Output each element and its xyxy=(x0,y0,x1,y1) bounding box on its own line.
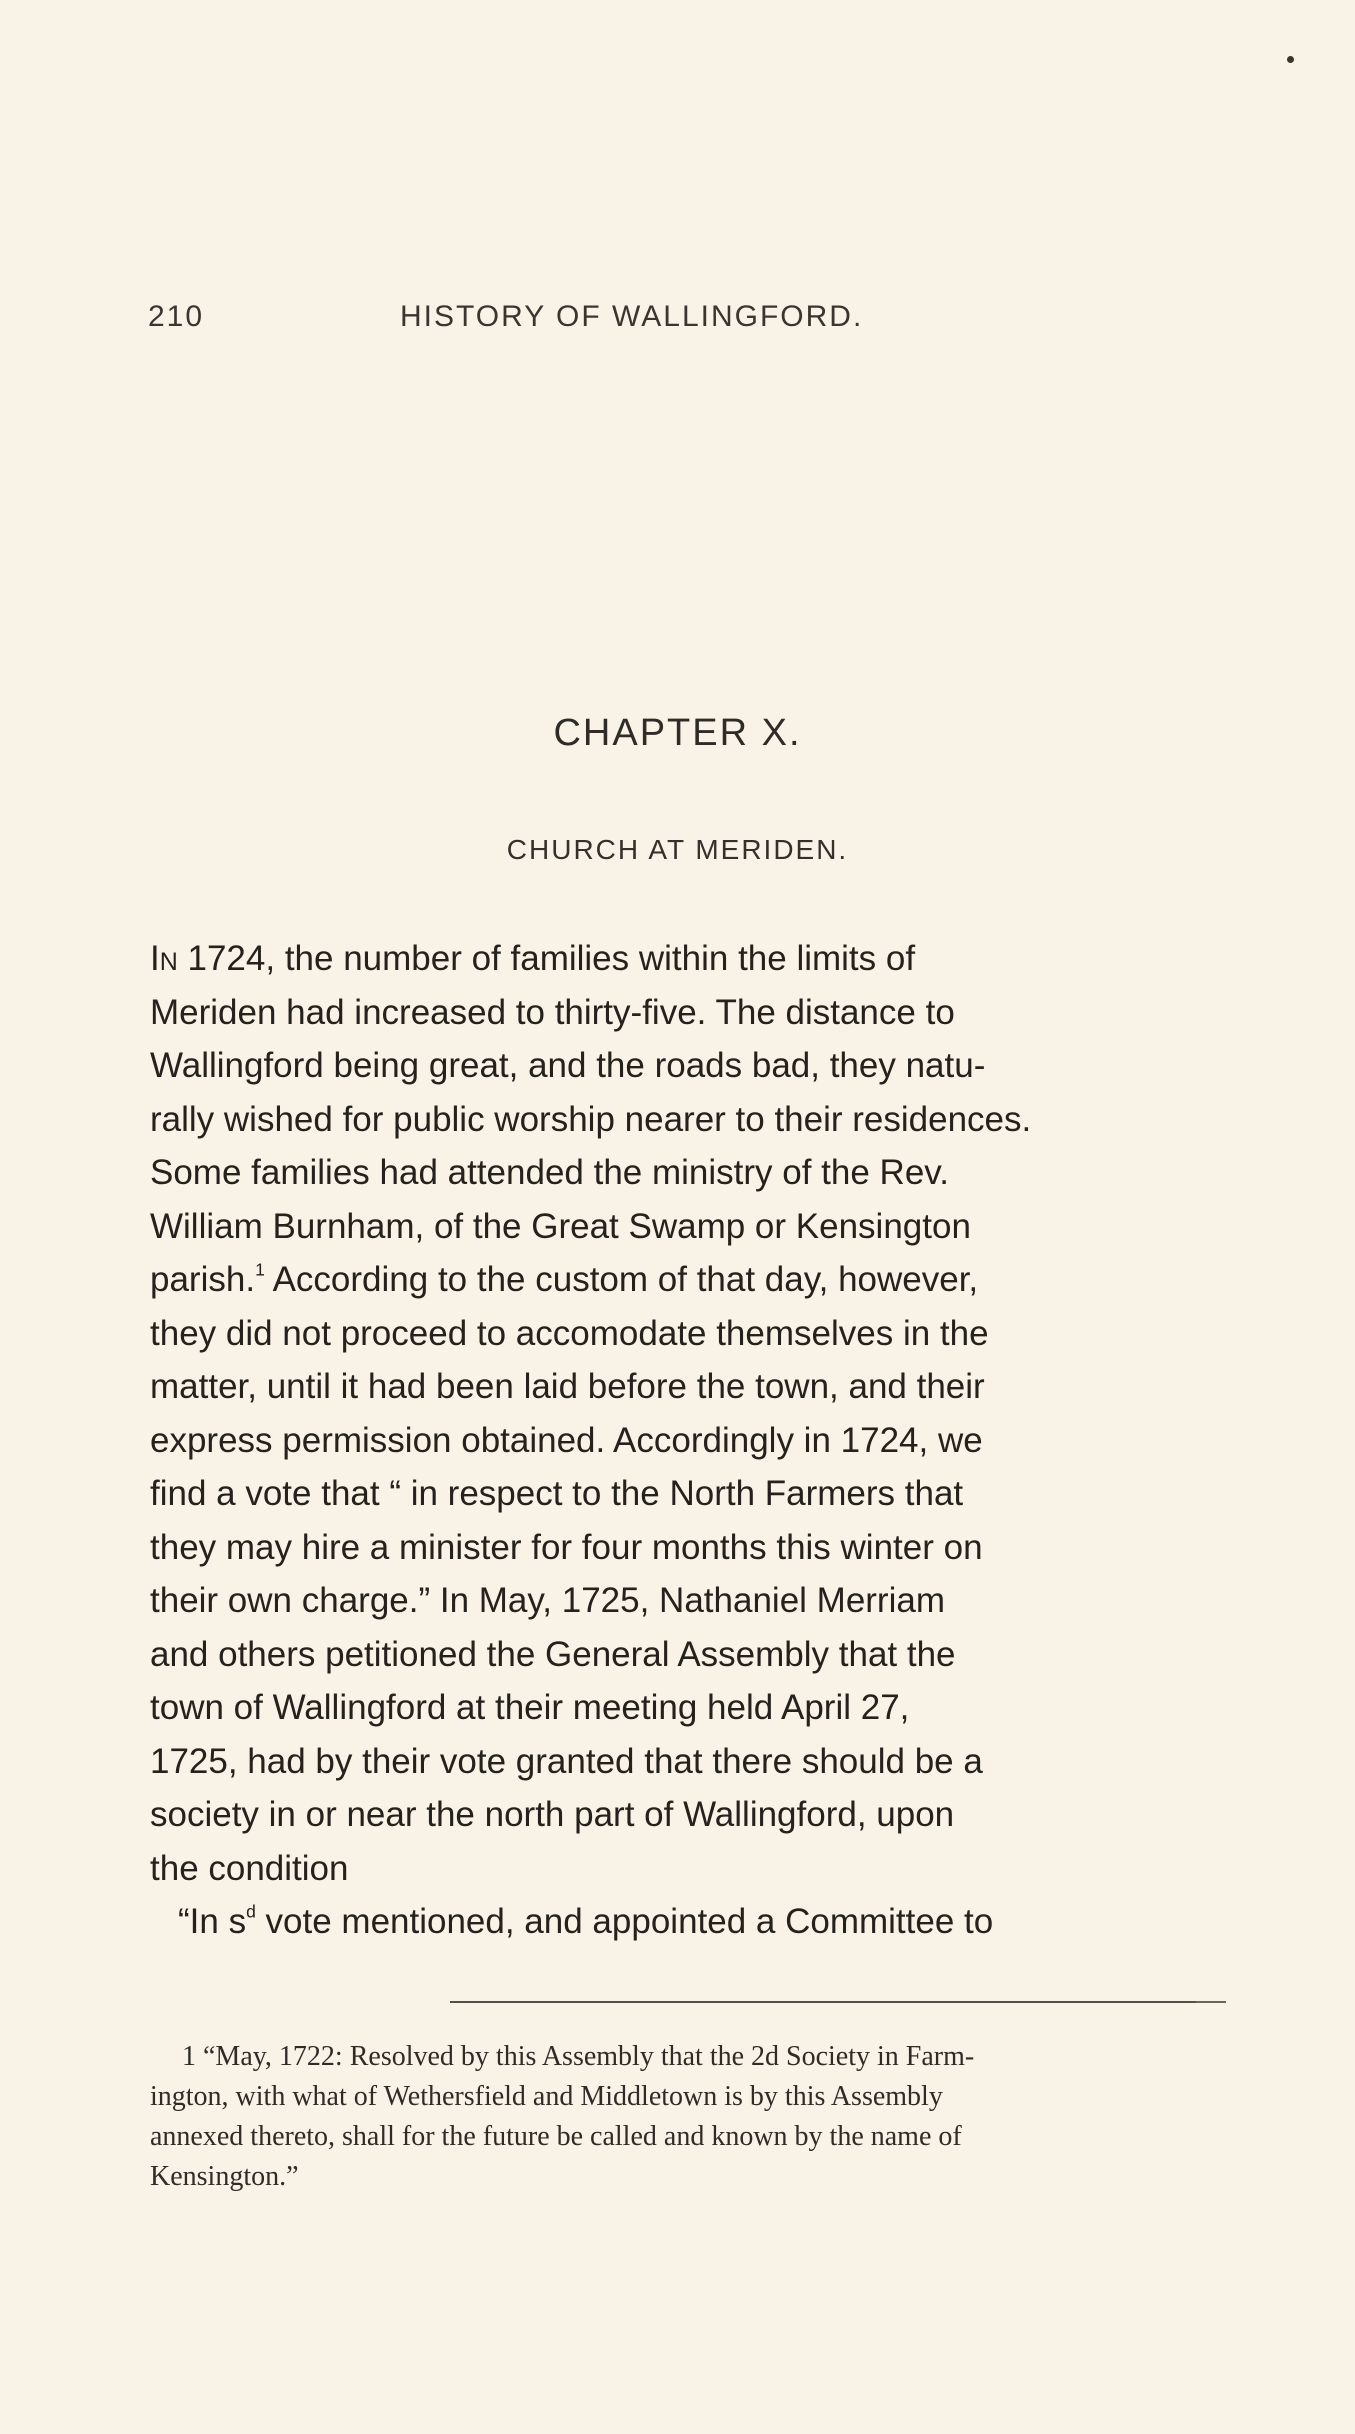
body-line: they may hire a minister for four months this winter on xyxy=(150,1527,983,1567)
body-text-segment xyxy=(178,1895,993,1949)
body-line: Meriden had increased to thirty-five. The distance to xyxy=(150,992,955,1032)
body-line: they did not proceed to accomodate themselves in the xyxy=(150,1313,989,1353)
footnote-marker: 1 xyxy=(182,2041,196,2072)
footnote-text-segment xyxy=(182,2037,974,2077)
body-line xyxy=(150,1253,1220,1307)
footnote-divider-tail xyxy=(1196,2001,1226,2003)
body-line: matter, until it had been laid before the town, and their xyxy=(150,1367,985,1406)
body-line: William Burnham, of the Great Swamp or Kensington xyxy=(150,1206,971,1246)
body-line: find a vote that “ in respect to the North Farmers that xyxy=(150,1474,964,1513)
page-number: 210 xyxy=(148,300,205,333)
body-line: Some families had attended the ministry of the Rev. xyxy=(150,1153,949,1192)
running-head-title: HISTORY OF WALLINGFORD. xyxy=(400,300,864,333)
body-line: Wallingford being great, and the roads bad, they natu- xyxy=(150,1046,986,1085)
line-text: parish. xyxy=(150,1260,256,1299)
body-line: and others petitioned the General Assembly that the xyxy=(150,1634,956,1674)
body-paragraph xyxy=(150,932,1220,1949)
body-text-segment xyxy=(150,932,915,986)
footnote-text: “May, 1722: Resolved by this Assembly that the 2d Society in Farm- xyxy=(196,2041,975,2072)
footnote-line: annexed thereto, shall for the future be called and known by the name of xyxy=(150,2121,962,2152)
footnote-line: ington, with what of Wethersfield and Middletown is by this Assembly xyxy=(150,2081,943,2112)
ink-speck xyxy=(1287,56,1294,63)
body-line: the condition xyxy=(150,1848,349,1888)
body-line: rally wished for public worship nearer to their residences. xyxy=(150,1099,1032,1139)
body-line xyxy=(150,932,1220,986)
body-line: express permission obtained. Accordingly in 1724, we xyxy=(150,1420,983,1460)
chapter-subtitle: CHURCH AT MERIDEN. xyxy=(506,834,849,865)
line-text: According to the custom of that day, however, xyxy=(264,1260,979,1299)
quote-text: “In s xyxy=(178,1902,247,1941)
body-line: 1725, had by their vote granted that there should be a xyxy=(150,1741,983,1781)
quote-line xyxy=(150,1895,1220,1949)
quote-text: vote mentioned, and appointed a Committee to xyxy=(255,1902,994,1941)
body-text-segment xyxy=(150,1253,978,1307)
footnote-reference[interactable]: 1 xyxy=(255,1259,265,1280)
chapter-title: CHAPTER X. xyxy=(553,712,802,754)
running-head xyxy=(148,300,1230,350)
line-text: 1724, the number of families within the limits of xyxy=(177,939,916,978)
body-line: their own charge.” In May, 1725, Nathaniel Merriam xyxy=(150,1581,945,1620)
body-line: town of Wallingford at their meeting held April 27, xyxy=(150,1688,910,1727)
footnote-line xyxy=(150,2037,1225,2077)
opening-smallcaps: In xyxy=(150,939,178,978)
body-line: society in or near the north part of Wallingford, upon xyxy=(150,1795,955,1834)
footnote-line: Kensington.” xyxy=(150,2161,299,2192)
footnote-divider xyxy=(450,2001,1196,2003)
footnote xyxy=(150,2037,1225,2197)
superscript: d xyxy=(246,1901,256,1922)
